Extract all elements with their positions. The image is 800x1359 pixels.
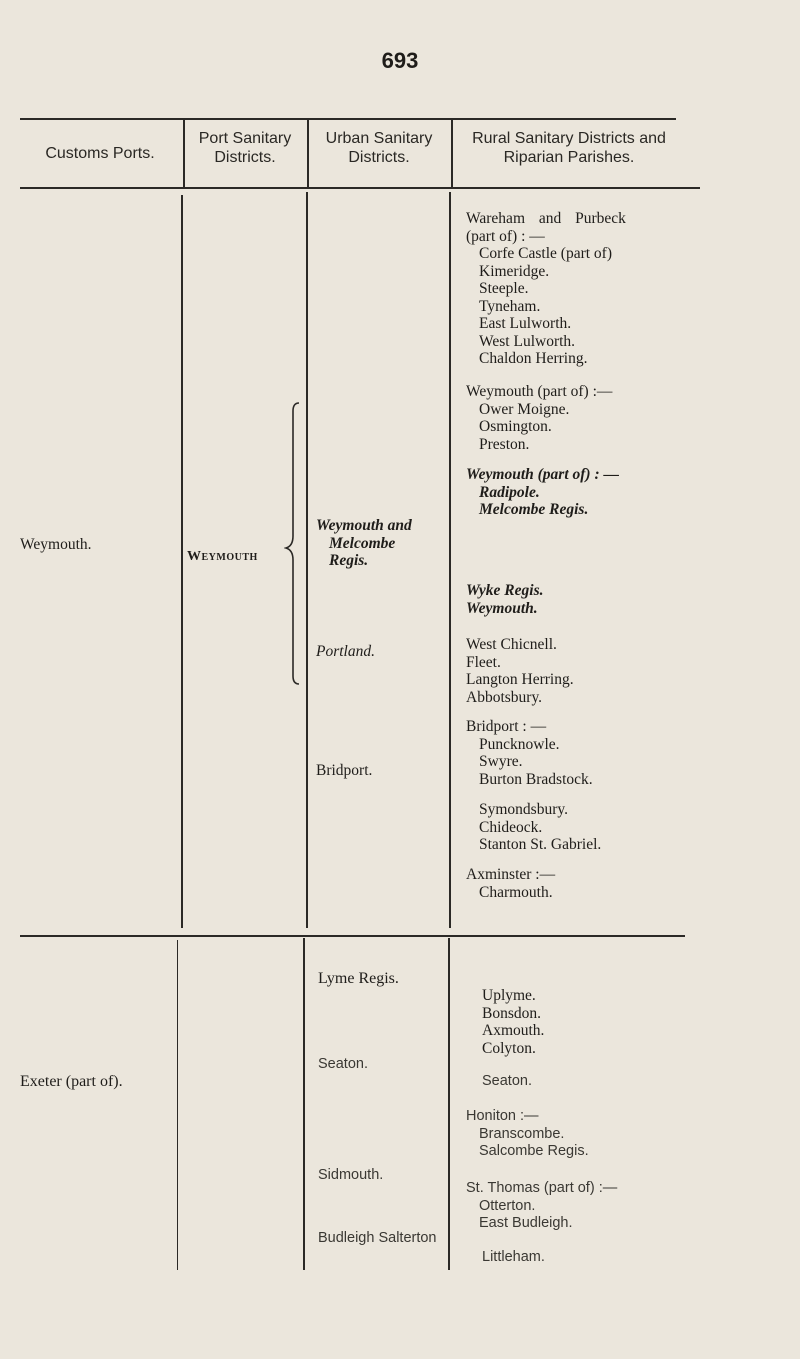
wareham-heading-1: Wareham and Purbeck <box>466 210 626 227</box>
other-parish: West Chicnell. <box>466 636 557 653</box>
other-parish: Fleet. <box>466 653 501 671</box>
urban-budleigh-salterton: Budleigh Salterton <box>318 1230 437 1246</box>
customs-port-weymouth: Weymouth. <box>20 536 92 553</box>
s2-col-sep-1 <box>177 940 178 1270</box>
header-rural-sanitary <box>453 129 685 167</box>
weymouth-parish: Osmington. <box>479 418 552 435</box>
weymouth-italic-parish: Melcombe Regis. <box>479 501 589 518</box>
st-thomas-heading: St. Thomas (part of) :— <box>466 1180 618 1196</box>
bridport-parish-2: Symondsbury. <box>479 801 568 818</box>
wareham-parish: Kimeridge. <box>479 262 550 280</box>
header-port-sanitary-line2: Districts. <box>214 149 276 166</box>
bridport-parish: Puncknowle. <box>479 735 560 753</box>
wareham-parish: West Lulworth. <box>479 332 576 350</box>
header-bottom-rule <box>20 187 700 189</box>
wareham-parish: Corfe Castle (part of) <box>479 245 612 262</box>
honiton-parish: Salcombe Regis. <box>479 1143 589 1159</box>
urban-seaton: Seaton. <box>318 1056 368 1072</box>
rural-bridport-group-2 <box>466 801 601 854</box>
other-parish: Langton Herring. <box>466 671 574 688</box>
honiton-parish: Branscombe. <box>479 1125 565 1142</box>
exeter-parish: Bonsdon. <box>482 1004 541 1022</box>
urban-weymouth-melcombe-line2: Melcombe <box>329 534 396 552</box>
urban-weymouth-melcombe <box>316 517 412 570</box>
wareham-parish: Steeple. <box>479 280 529 297</box>
axminster-parish: Charmouth. <box>479 883 553 901</box>
header-port-sanitary <box>184 129 306 167</box>
wareham-parish: Tyneham. <box>479 297 541 315</box>
rural-littleham: Littleham. <box>482 1249 545 1265</box>
urban-sidmouth: Sidmouth. <box>318 1167 384 1183</box>
urban-weymouth-melcombe-line3: Regis. <box>329 552 369 569</box>
urban-bridport: Bridport. <box>316 762 373 779</box>
st-thomas-parish: East Budleigh. <box>479 1215 573 1231</box>
urban-weymouth-melcombe-line1: Weymouth and <box>316 517 412 534</box>
wareham-heading-2: (part of) : — <box>466 227 545 245</box>
header-port-sanitary-line1: Port Sanitary <box>198 130 292 147</box>
header-urban-sanitary <box>308 129 450 167</box>
rural-st-thomas-group <box>466 1180 617 1233</box>
bridport-parish: Burton Bradstock. <box>479 770 593 788</box>
s1-col-sep-2 <box>306 192 308 928</box>
brace <box>284 401 304 686</box>
customs-port-exeter: Exeter (part of). <box>20 1073 123 1090</box>
s1-col-sep-1 <box>181 195 183 928</box>
rural-weymouth-italic-group <box>466 466 619 519</box>
exeter-parish: Uplyme. <box>482 987 536 1004</box>
s2-col-sep-2 <box>303 938 305 1270</box>
honiton-heading: Honiton :— <box>466 1108 539 1124</box>
rural-axminster-group <box>466 866 555 901</box>
rural-weymouth-group <box>466 383 612 453</box>
bridport-heading: Bridport : — <box>466 718 547 735</box>
rural-seaton: Seaton. <box>482 1073 532 1089</box>
weymouth-parish: Ower Moigne. <box>479 400 570 418</box>
header-rural-sanitary-line1: Rural Sanitary Districts and <box>472 130 666 147</box>
exeter-parish: Axmouth. <box>482 1022 545 1039</box>
other-parish: Abbotsbury. <box>466 688 543 706</box>
header-customs-ports: Customs Ports. <box>45 145 155 162</box>
urban-lyme-regis: Lyme Regis. <box>318 970 399 987</box>
wareham-parish: East Lulworth. <box>479 315 572 332</box>
top-rule <box>20 118 676 120</box>
page-number: 693 <box>381 48 419 73</box>
rural-honiton-group <box>466 1108 589 1161</box>
rural-exeter-group1 <box>482 987 544 1057</box>
portland-parish: Weymouth. <box>466 599 538 617</box>
weymouth-italic-heading: Weymouth (part of) : — <box>466 466 619 483</box>
section-divider-rule <box>20 935 685 937</box>
axminster-heading: Axminster :— <box>466 866 556 883</box>
rural-portland-group <box>466 582 544 617</box>
s1-col-sep-3 <box>449 192 451 928</box>
rural-other-group <box>466 636 574 706</box>
bridport-parish-2: Stanton St. Gabriel. <box>479 836 602 853</box>
weymouth-parish: Preston. <box>479 435 530 453</box>
rural-bridport-group <box>466 718 593 788</box>
s2-col-sep-3 <box>448 938 450 1270</box>
bridport-parish: Swyre. <box>479 753 523 770</box>
rural-wareham-group <box>466 210 626 368</box>
st-thomas-parish: Otterton. <box>479 1197 536 1214</box>
bridport-parish-2: Chideock. <box>479 818 543 836</box>
wareham-parish: Chaldon Herring. <box>479 350 588 367</box>
weymouth-heading: Weymouth (part of) :— <box>466 383 613 400</box>
header-urban-sanitary-line1: Urban Sanitary <box>325 130 433 147</box>
header-rural-sanitary-line2: Riparian Parishes. <box>503 149 635 166</box>
portland-parish: Wyke Regis. <box>466 582 544 599</box>
header-urban-sanitary-line2: Districts. <box>348 149 410 166</box>
exeter-parish: Colyton. <box>482 1039 536 1057</box>
port-sanitary-weymouth: Weymouth <box>187 549 258 564</box>
weymouth-italic-parish: Radipole. <box>479 483 540 501</box>
urban-portland: Portland. <box>316 643 375 660</box>
